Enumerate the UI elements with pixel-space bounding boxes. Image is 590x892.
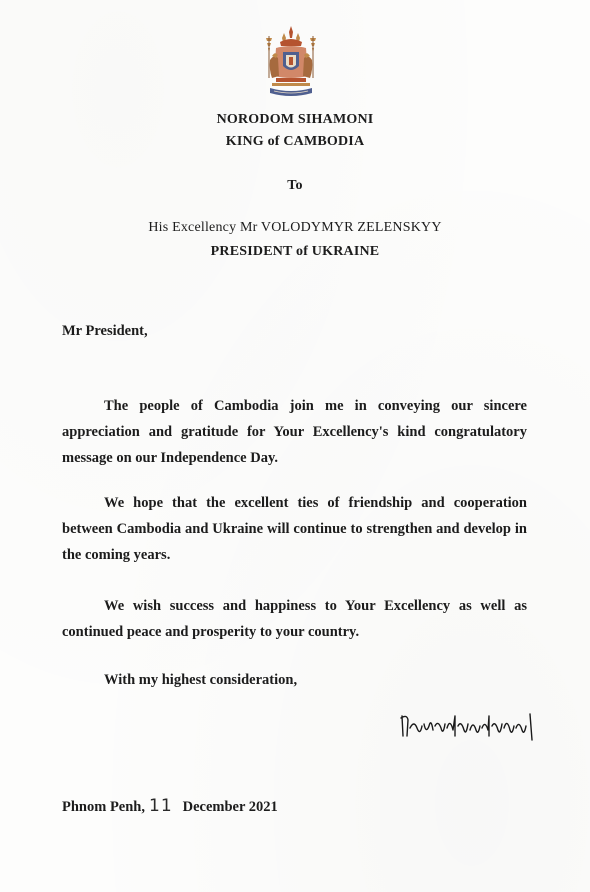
closing-line: With my highest consideration,	[104, 672, 298, 688]
body-paragraph: We wish success and happiness to Your Excellency as well as continued peace and prosperity to your country.	[62, 598, 527, 640]
recipient-name-text: His Excellency Mr VOLODYMYR ZELENSKYY	[148, 220, 442, 235]
date-place: Phnom Penh,	[62, 799, 145, 815]
royal-arms-of-cambodia-icon	[258, 24, 324, 100]
sender-name: NORODOM SIHAMONI	[216, 112, 374, 127]
dateline	[62, 796, 278, 816]
date-day: 11	[149, 796, 173, 816]
handwritten-signature	[398, 706, 540, 744]
to-label: To	[287, 178, 303, 193]
royal-arms-emblem	[258, 24, 324, 100]
recipient-name	[0, 220, 590, 236]
date-month-year: December 2021	[182, 799, 278, 815]
body-paragraph: We hope that the excellent ties of friendship and cooperation between Cambodia and Ukraine will continue to strengthen and develop in the coming years.	[62, 495, 527, 563]
salutation: Mr President,	[62, 323, 148, 339]
recipient-title: PRESIDENT of UKRAINE	[210, 244, 380, 259]
body-paragraph: The people of Cambodia join me in conveying our sincere appreciation and gratitude for Your Excellency's kind congratulatory message on our Independence Day.	[62, 398, 527, 466]
sender-title: KING of CAMBODIA	[225, 134, 365, 149]
